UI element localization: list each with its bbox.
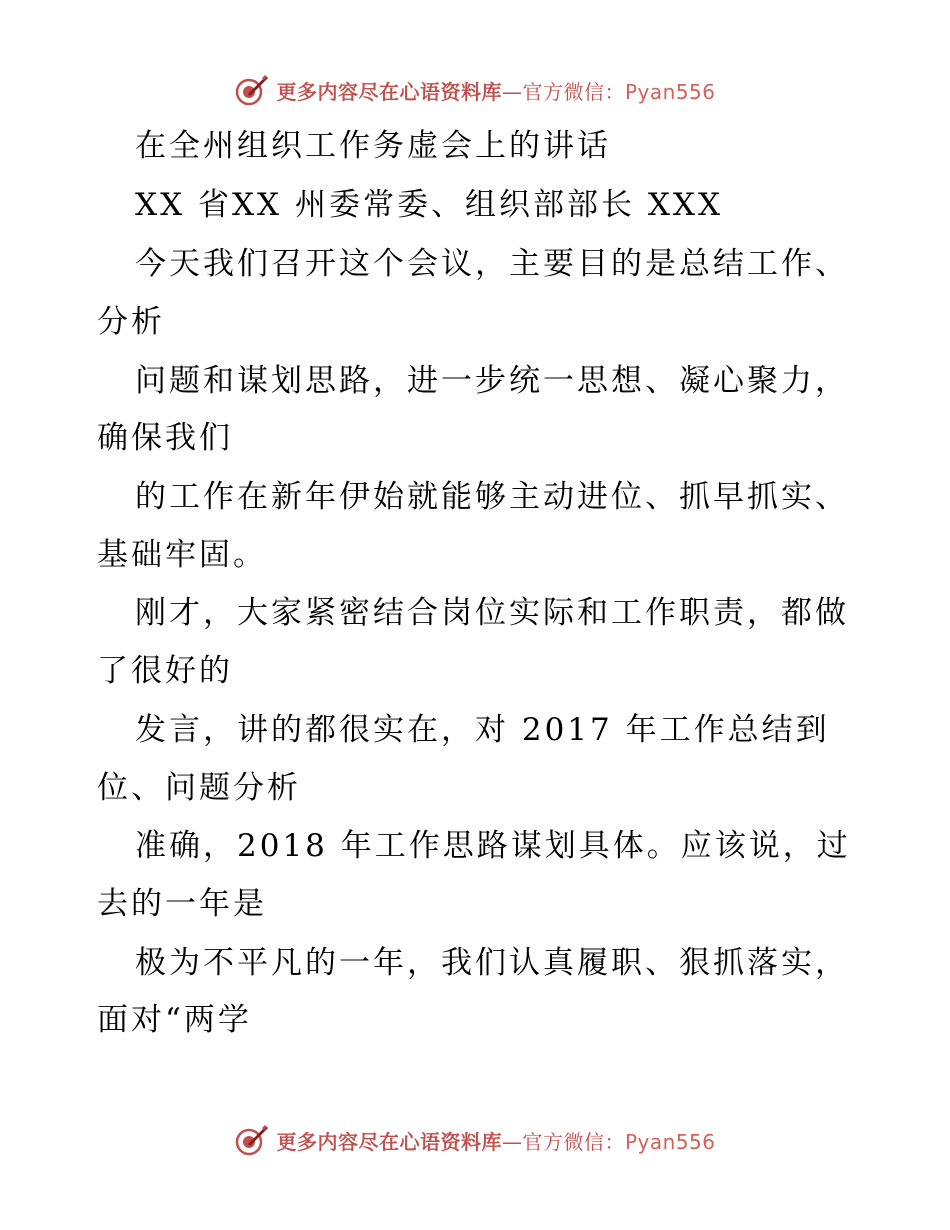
paragraph-line: 去的一年是 — [97, 886, 267, 922]
paragraph-line: 问题和谋划思路，进一步统一思想、凝心聚力， — [135, 363, 849, 399]
document-title: 在全州组织工作务虚会上的讲话 — [135, 128, 611, 164]
watermark-main: 更多内容尽在心语资料库 — [276, 79, 502, 104]
watermark-wechat-label: 官方微信： — [522, 1129, 625, 1154]
paragraph-line: 分析 — [97, 304, 165, 340]
paragraph-line: 面对“两学 — [97, 1002, 252, 1038]
quill-logo-icon — [234, 72, 270, 108]
paragraph-line: 刚才，大家紧密结合岗位实际和工作职责，都做 — [135, 595, 849, 631]
quill-logo-icon — [234, 1122, 270, 1158]
watermark-text — [276, 1126, 715, 1155]
paragraph-line: 位、问题分析 — [97, 770, 301, 806]
watermark-wechat-label: 官方微信： — [522, 79, 625, 104]
paragraph-line: 准确，2018 年工作思路谋划具体。应该说，过 — [135, 828, 851, 864]
watermark-text — [276, 76, 715, 105]
watermark-main: 更多内容尽在心语资料库 — [276, 1129, 502, 1154]
document-author: XX 省XX 州委常委、组织部部长 XXX — [135, 187, 724, 223]
paragraph-line: 极为不平凡的一年，我们认真履职、狠抓落实， — [135, 945, 849, 981]
paragraph-line: 今天我们召开这个会议，主要目的是总结工作、 — [135, 246, 849, 282]
watermark-wechat-id: Pyan556 — [624, 79, 716, 104]
header-watermark — [0, 70, 950, 110]
watermark-separator: — — [501, 79, 523, 104]
footer-watermark — [0, 1120, 950, 1160]
paragraph-line: 发言，讲的都很实在，对 2017 年工作总结到 — [135, 712, 830, 748]
watermark-separator: — — [501, 1129, 523, 1154]
paragraph-line: 确保我们 — [97, 420, 233, 456]
paragraph-line: 了很好的 — [97, 653, 233, 689]
paragraph-line: 基础牢固。 — [97, 537, 267, 573]
watermark-wechat-id: Pyan556 — [624, 1129, 716, 1154]
paragraph-line: 的工作在新年伊始就能够主动进位、抓早抓实、 — [135, 479, 849, 515]
